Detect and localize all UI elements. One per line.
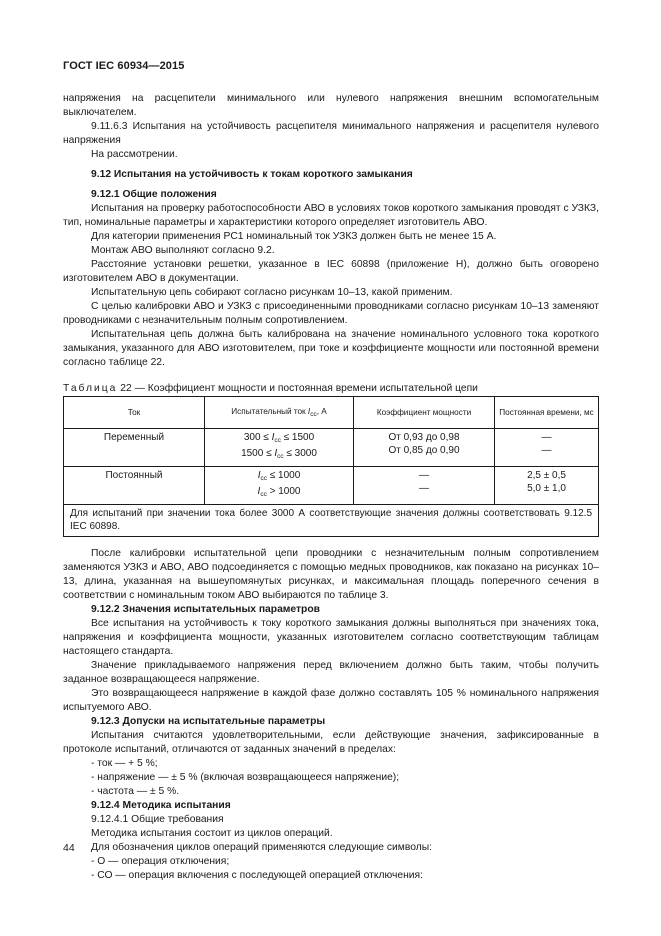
list-item: - СО — операция включения с последующей операцией отключения: (91, 870, 423, 881)
table-cell: Постоянный (64, 467, 205, 505)
table-cell: Переменный (64, 429, 205, 467)
table-note-row (64, 505, 599, 537)
table-header-cell: Постоянная времени, мс (495, 397, 599, 429)
paragraph: На рассмотрении. (91, 149, 178, 160)
paragraph: Это возвращающееся напряжение в каждой фазе должно составлять 105 % номинального напряжения испытуемого АВО. (63, 688, 599, 713)
list-item: - напряжение — ± 5 % (включая возвращающееся напряжение); (91, 772, 400, 783)
table-cell: От 0,93 до 0,98 От 0,85 до 0,90 (354, 429, 495, 467)
table-cell: $I_{cc} \le 1000$ $I_{cc} > 1000$ (205, 467, 354, 505)
table-row (64, 467, 599, 505)
paragraph: С целью калибровки АВО и УЗКЗ с присоединенными проводниками согласно рисункам 10–13 заменяют проводниками с незначительным полным сопротивлением. (63, 301, 599, 326)
table-header-row (64, 397, 599, 429)
paragraph: Значение прикладываемого напряжения перед включением должно быть таким, чтобы получить заданное возвращающееся напряжение. (63, 660, 599, 685)
table-cell: 2,5 ± 0,5 5,0 ± 1,0 (495, 467, 599, 505)
document-header: ГОСТ IEC 60934—2015 (63, 60, 185, 72)
section-heading-9-12: 9.12 Испытания на устойчивость к токам короткого замыкания (91, 169, 413, 180)
table-header-cell: Ток (64, 397, 205, 429)
paragraph: Все испытания на устойчивость к току короткого замыкания должны выполняться при значениях тока, напряжения и коэффициента мощности, указанных изготовителем согласно соответствующим таблицам настоящего стандарта. (63, 618, 599, 657)
table-header-cell: Испытательный ток $I_{cc}$, А (205, 397, 354, 429)
table-cell: — — (495, 429, 599, 467)
page-number: 44 (63, 842, 75, 854)
paragraph: После калибровки испытательной цепи проводники с незначительным полным сопротивлением заменяются УЗКЗ и АВО, АВО подсоединяется с помощью медных проводников, как показано на рисунках 10–13, длина, указанная на вышеупомянутых рисунках, и максимальная площадь поперечного сечения в соответствии с номинальным током АВО выбираются по таблице 3. (63, 548, 599, 601)
paragraph: Для категории применения PC1 номинальный ток УЗКЗ должен быть не менее 15 А. (91, 231, 497, 242)
paragraph: Методика испытания состоит из циклов операций. (91, 828, 333, 839)
section-heading-9-12-2: 9.12.2 Значения испытательных параметров (91, 604, 320, 615)
list-item: - ток — + 5 %; (91, 758, 158, 769)
section-heading-9-12-3: 9.12.3 Допуски на испытательные параметры (91, 716, 326, 727)
paragraph: Расстояние установки решетки, указанное в IEC 60898 (приложение Н), должно быть оговорено изготовителем АВО в документации. (63, 259, 599, 284)
document-body (63, 92, 599, 883)
table-header-cell: Коэффициент мощности (354, 397, 495, 429)
clause-9-12-4-1: 9.12.4.1 Общие требования (91, 814, 224, 825)
list-item: - частота — ± 5 %. (91, 786, 180, 797)
clause-9-11-6-3: 9.11.6.3 Испытания на устойчивость расцепителя минимального напряжения и расцепителя нулевого напряжения (63, 121, 599, 146)
paragraph: Испытательная цепь должна быть калибрована на значение номинального условного тока короткого замыкания, указанного для АВО изготовителем, при токе и коэффициенте мощности или постоянной времени согласно таблице 22. (63, 329, 599, 368)
table-22 (63, 396, 599, 537)
paragraph: Испытания на проверку работоспособности АВО в условиях токов короткого замыкания проводят с УЗКЗ, тип, номинальные параметры и характеристики которого определяет изготовитель АВО. (63, 203, 599, 228)
paragraph: Для обозначения циклов операций применяются следующие символы: (91, 842, 432, 853)
paragraph: Монтаж АВО выполняют согласно 9.2. (91, 245, 275, 256)
table-caption: Таблица 22 — Коэффициент мощности и постоянная времени испытательной цепи (63, 383, 478, 394)
table-note: Для испытаний при значении тока более 3000 А соответствующие значения должны соответствовать 9.12.5 IEC 60898. (64, 505, 599, 537)
table-cell: $300 \le I_{cc} \le 1500$ $1500 \le I_{cc} \le 3000$ (205, 429, 354, 467)
table-row (64, 429, 599, 467)
section-heading-9-12-1: 9.12.1 Общие положения (91, 189, 217, 200)
paragraph: Испытательную цепь собирают согласно рисункам 10–13, какой применим. (91, 287, 453, 298)
paragraph: Испытания считаются удовлетворительными, если действующие значения, зафиксированные в протоколе испытаний, отличаются от заданных значений в пределах: (63, 730, 599, 755)
section-heading-9-12-4: 9.12.4 Методика испытания (91, 800, 231, 811)
paragraph: напряжения на расцепители минимального или нулевого напряжения внешним вспомогательным выключателем. (63, 93, 599, 118)
list-item: - О — операция отключения; (91, 856, 230, 867)
table-cell: — — (354, 467, 495, 505)
